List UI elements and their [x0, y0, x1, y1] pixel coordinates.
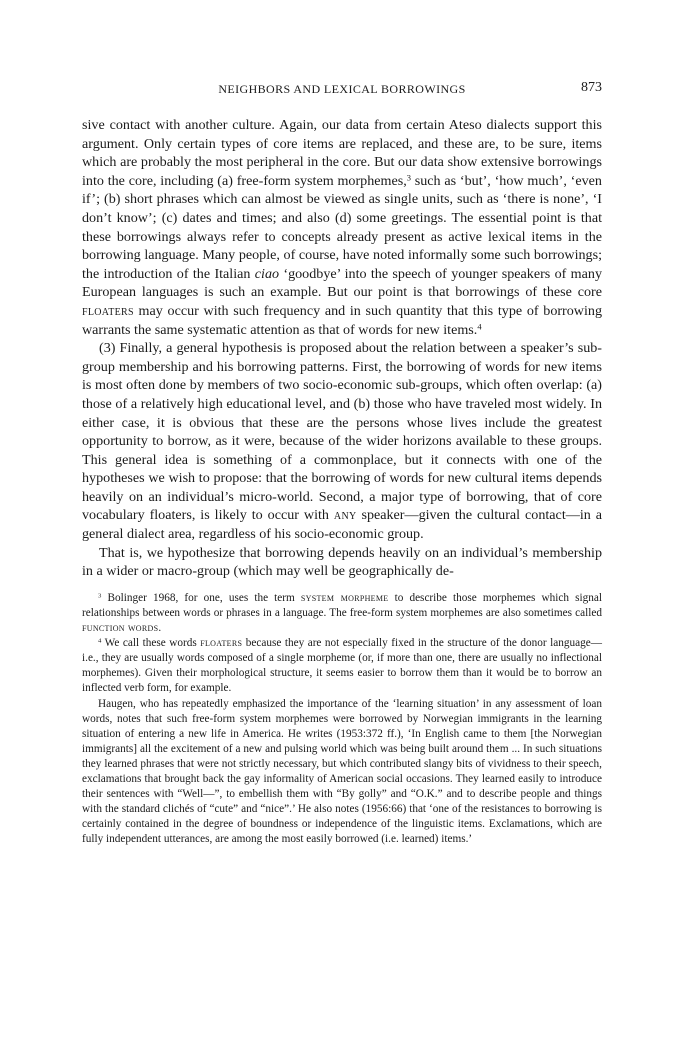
text-run: sive contact with another culture. Again, our data from certain Ateso dialects support this argument. Only certain types of core items are replaced, and these are, to be sure, items which are probably the most peripheral in the core. But our data show extensive borrowings into the core, including (a) free-form system morphemes,	[82, 117, 602, 189]
text-run: Bolinger 1968, for one, uses the term	[101, 591, 301, 604]
paragraph-continuation	[82, 116, 602, 339]
body-text	[82, 116, 602, 581]
running-title: NEIGHBORS AND LEXICAL BORROWINGS	[218, 82, 466, 96]
footnote-3	[82, 591, 602, 636]
journal-page	[82, 78, 602, 847]
text-run: to describe those morphemes which signal relationships between words or phrases in a language. The free-form system morphemes are also sometimes called	[82, 591, 602, 619]
text-run: ‘goodbye’ into the speech of younger speakers of many European languages is such an example. But our point is that borrowings of these core	[82, 265, 602, 301]
small-caps-term-system-morpheme: system morpheme	[300, 591, 389, 604]
footnotes	[82, 591, 602, 848]
small-caps-term-floaters: floaters	[200, 637, 243, 650]
footnote-marker-4: 4	[98, 637, 102, 645]
text-run: That is, we hypothesize that borrowing depends heavily on an individual’s membership in a wider or macro-group (which may well be geographically de-	[82, 544, 602, 580]
running-header	[82, 78, 602, 100]
text-run: may occur with such frequency and in such quantity that this type of borrowing warrants the same systematic attention as that of words for new items.	[82, 302, 602, 338]
text-run: .	[158, 622, 162, 635]
text-run: (3) Finally, a general hypothesis is proposed about the relation between a speaker’s sub-group membership and his borrowing patterns. First, the borrowing of words for new items is most often done by members of two socio-economic sub-groups, which often overlap: (a) those of a relatively high educational level, and (b) those who have traveled most widely. In either case, it is obvious that these are the persons whose lives include the greatest opportunity to borrow, as it were, because of the wider horizons available to these groups. This general idea is something of a commonplace, but it connects with one of the hypotheses we wish to propose: that the borrowing of words for new cultural items depends heavily on an individual’s micro-world. Second, a major type of borrowing, that of core vocabulary floaters, is likely to occur with	[82, 340, 602, 524]
text-run: speaker—given the cultural contact—in a general dialect area, regardless of his socio-economic group.	[82, 507, 603, 543]
text-run: such as ‘but’, ‘how much’, ‘even if’; (b) short phrases which can almost be viewed as single units, such as ‘there is none’, ‘I don’t know’; (c) dates and times; and also (d) some greetings. The essential point is that these borrowings always refer to concepts already present as active lexical items in the borrowing language. Many people, of course, have noted informally some such borrowings; the introduction of the Italian	[82, 172, 602, 282]
footnote-ref-3: 3	[406, 172, 411, 183]
footnote-4	[82, 636, 602, 696]
small-caps-term-floaters: floaters	[82, 302, 134, 319]
text-run: We call these words	[101, 637, 201, 650]
italic-term-ciao: ciao	[254, 265, 280, 282]
footnote-marker-3: 3	[98, 592, 102, 600]
page-number: 873	[581, 80, 602, 95]
small-caps-term-function-words: function words	[82, 622, 159, 635]
footnote-4-continuation: Haugen, who has repeatedly emphasized the importance of the ‘learning situation’ in any assessment of loan words, notes that such free-form system morphemes were borrowed by Norwegian immigrants in the learning situation of entering a new life in America. He writes (1953:372 ff.), ‘In English came to them [the Norwegian immigrants] all the excitement of a new and pulsing world which was being built around them ... In such situations they learned phrases that were not strictly necessary, but which contributed slangy bits of vividness to their speech, exclamations that brought back the gay informality of American social occasions. They learned easily to introduce their sentences with “Well—”, to embellish them with “By golly” and “O.K.” and to describe people and things with the standard clichés of “cute” and “nice”.’ He also notes (1956:66) that ‘one of the resistances to borrowing is certainly contained in the degree of boundness or independence of the linguistic items. Exclamations, which are fully independent utterances, are among the most easily borrowed (i.e. learned) items.’	[82, 697, 602, 846]
footnote-ref-4: 4	[477, 320, 482, 331]
text-run: because they are not especially fixed in the structure of the donor language—i.e., they are usually words composed of a single morpheme (or, if more than one, there are usually no inflectional morphemes). Given their morphological structure, it seems easier to borrow them than it would be to borrow an inflected verb form, for example.	[82, 637, 602, 695]
paragraph-macro-group	[82, 544, 602, 581]
small-caps-term-any: any	[333, 507, 357, 524]
paragraph-hypothesis	[82, 339, 602, 544]
